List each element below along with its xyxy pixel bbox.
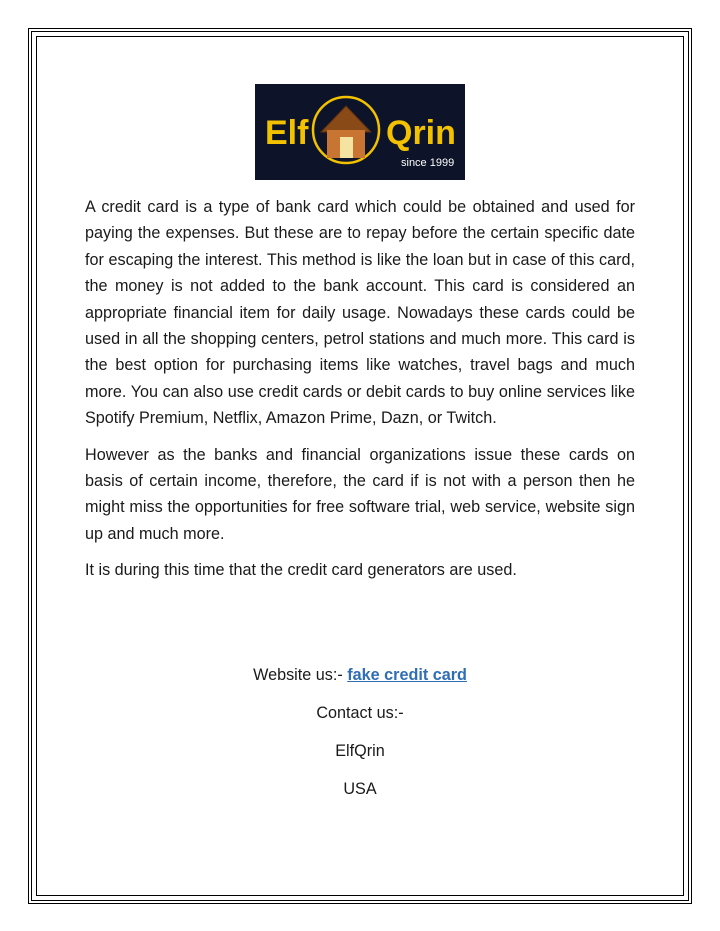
website-line [85,662,635,688]
article-paragraph: It is during this time that the credit card generators are used. [85,561,517,580]
contact-footer [85,662,635,814]
article-paragraph: A credit card is a type of bank card which could be obtained and used for paying the expenses. But these are to repay before the certain specific date for escaping the interest. This method is like the loan but in case of this card, the money is not added to the bank account. This card is considered an appropriate financial item for daily usage. Nowadays these cards could be used in all the shopping centers, petrol stations and much more. This card is the best option for purchasing items like watches, travel bags and much more. You can also use credit cards or debit cards to buy online services like Spotify Premium, Netflix, Amazon Prime, Dazn, or Twitch. [85,198,635,428]
country-name: USA [343,780,377,798]
contact-label: Contact us:- [316,704,404,722]
logo-right-word: Qrin [386,114,456,152]
logo-left-word: Elf [265,114,309,152]
logo-tagline: since 1999 [401,157,455,169]
website-label: Website us:- [253,666,348,684]
company-name: ElfQrin [335,742,385,760]
house-icon [313,97,379,163]
article-body [85,194,635,594]
article-paragraph: However as the banks and financial organizations issue these cards on basis of certain income, therefore, the card if is not with a person then he might miss the opportunities for free software trial, web service, website sign up and much more. [85,445,635,543]
elfqrin-logo [255,84,465,180]
fake-credit-card-link[interactable]: fake credit card [347,666,467,684]
